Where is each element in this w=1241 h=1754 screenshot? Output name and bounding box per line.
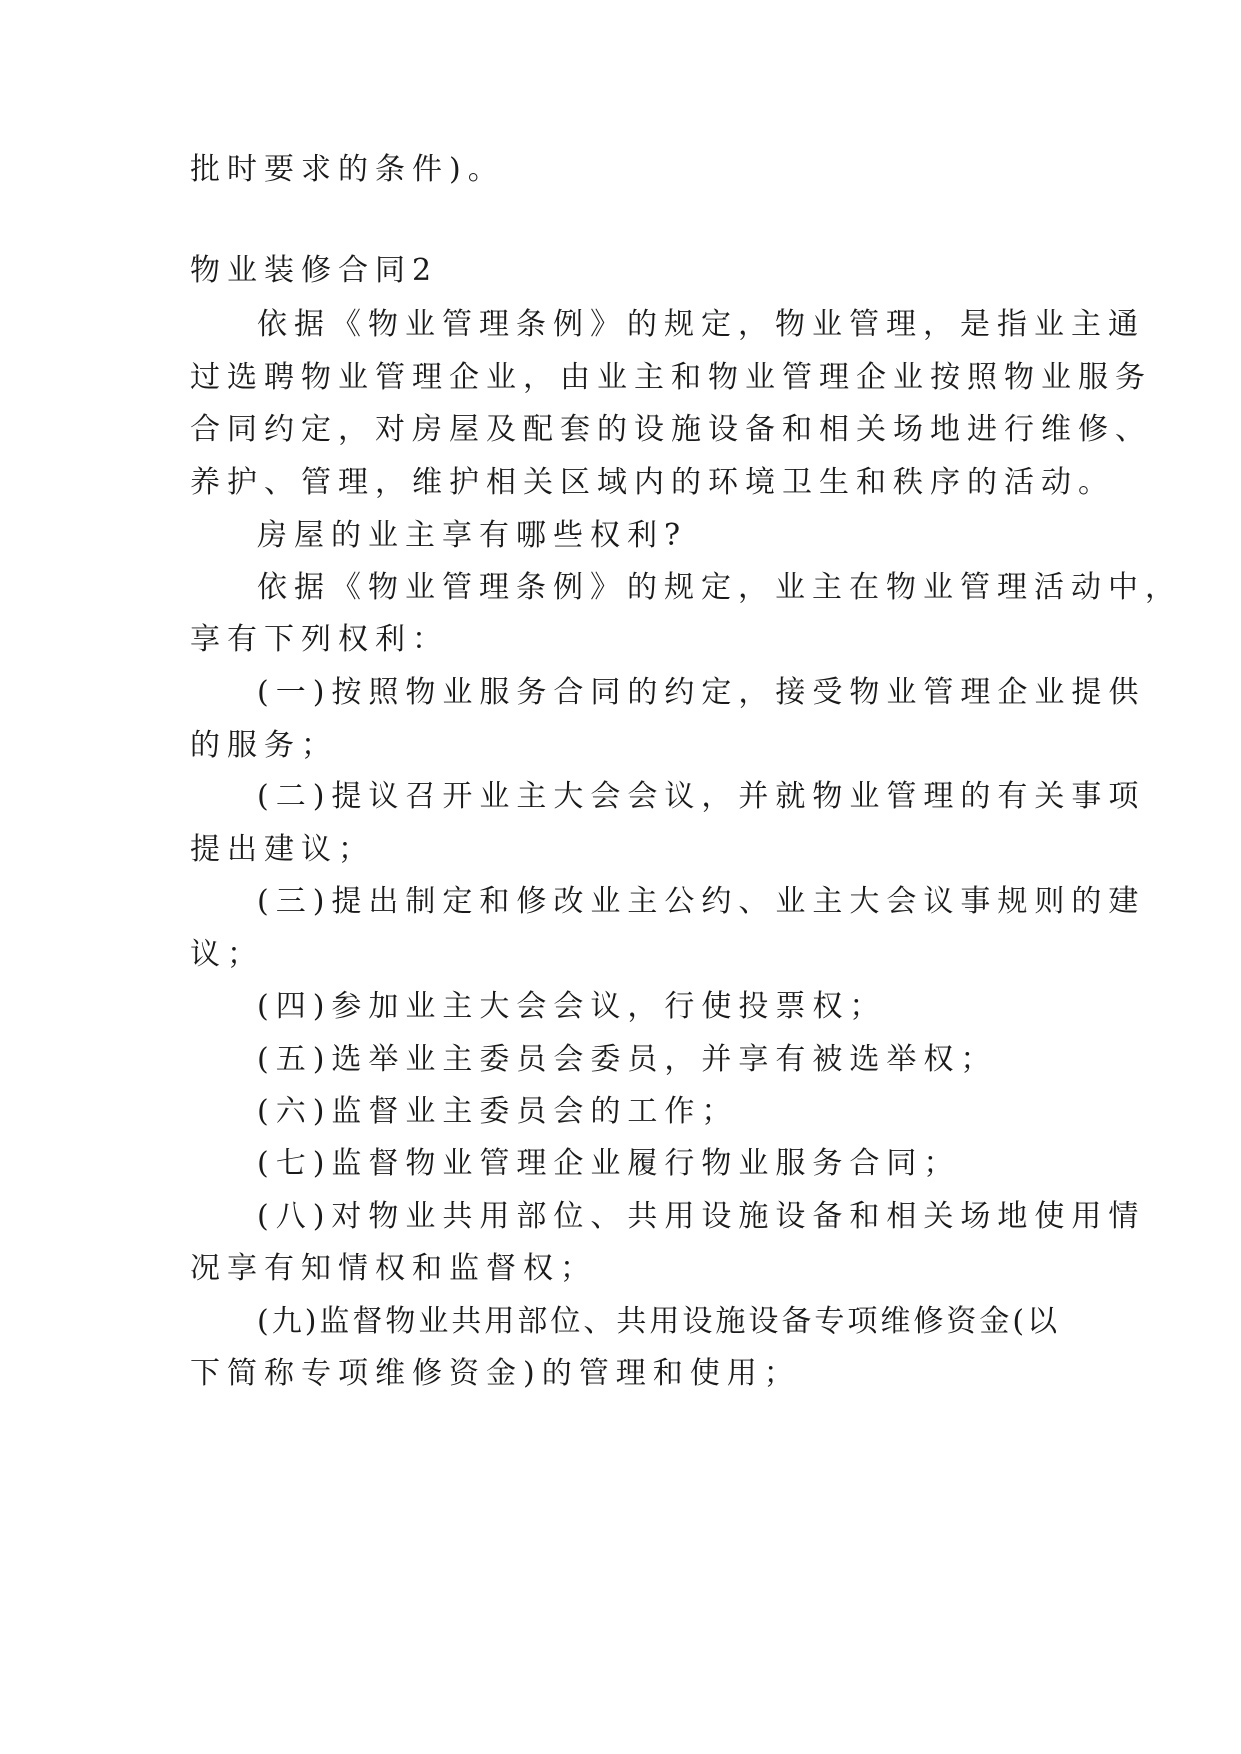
text-line: 况享有知情权和监督权； [190,1251,597,1286]
list-item: (九)监督物业共用部位、共用设施设备专项维修资金(以 [257,1304,1061,1339]
list-item: (六)监督业主委员会的工作； [257,1094,739,1129]
section-heading: 物业装修合同2 [190,253,439,288]
list-item: (三)提出制定和修改业主公约、业主大会议事规则的建 [257,884,1146,919]
text-line: 的服务； [190,728,338,763]
text-line: 提出建议； [190,832,375,867]
text-line: 享有下列权利： [190,622,449,657]
list-item: (五)选举业主委员会委员，并享有被选举权； [257,1042,998,1077]
text-line: 下简称专项维修资金)的管理和使用； [190,1356,801,1391]
list-item: (七)监督物业管理企业履行物业服务合同； [257,1146,961,1181]
text-line: 房屋的业主享有哪些权利? [257,518,688,553]
list-item: (二)提议召开业主大会会议，并就物业管理的有关事项 [257,779,1146,814]
list-item: (四)参加业主大会会议，行使投票权； [257,989,887,1024]
text-line: 过选聘物业管理企业，由业主和物业管理企业按照物业服务 [190,360,1152,395]
text-line: 合同约定，对房屋及配套的设施设备和相关场地进行维修、 [190,412,1152,447]
text-line: 依据《物业管理条例》的规定，业主在物业管理活动中， [257,570,1182,605]
text-line: 养护、管理，维护相关区域内的环境卫生和秩序的活动。 [190,465,1115,500]
list-item: (八)对物业共用部位、共用设施设备和相关场地使用情 [257,1199,1146,1234]
list-item: (一)按照物业服务合同的约定，接受物业管理企业提供 [257,675,1146,710]
text-line: 批时要求的条件)。 [190,152,505,187]
text-line: 议； [190,937,264,972]
text-line: 依据《物业管理条例》的规定，物业管理，是指业主通 [257,307,1145,342]
